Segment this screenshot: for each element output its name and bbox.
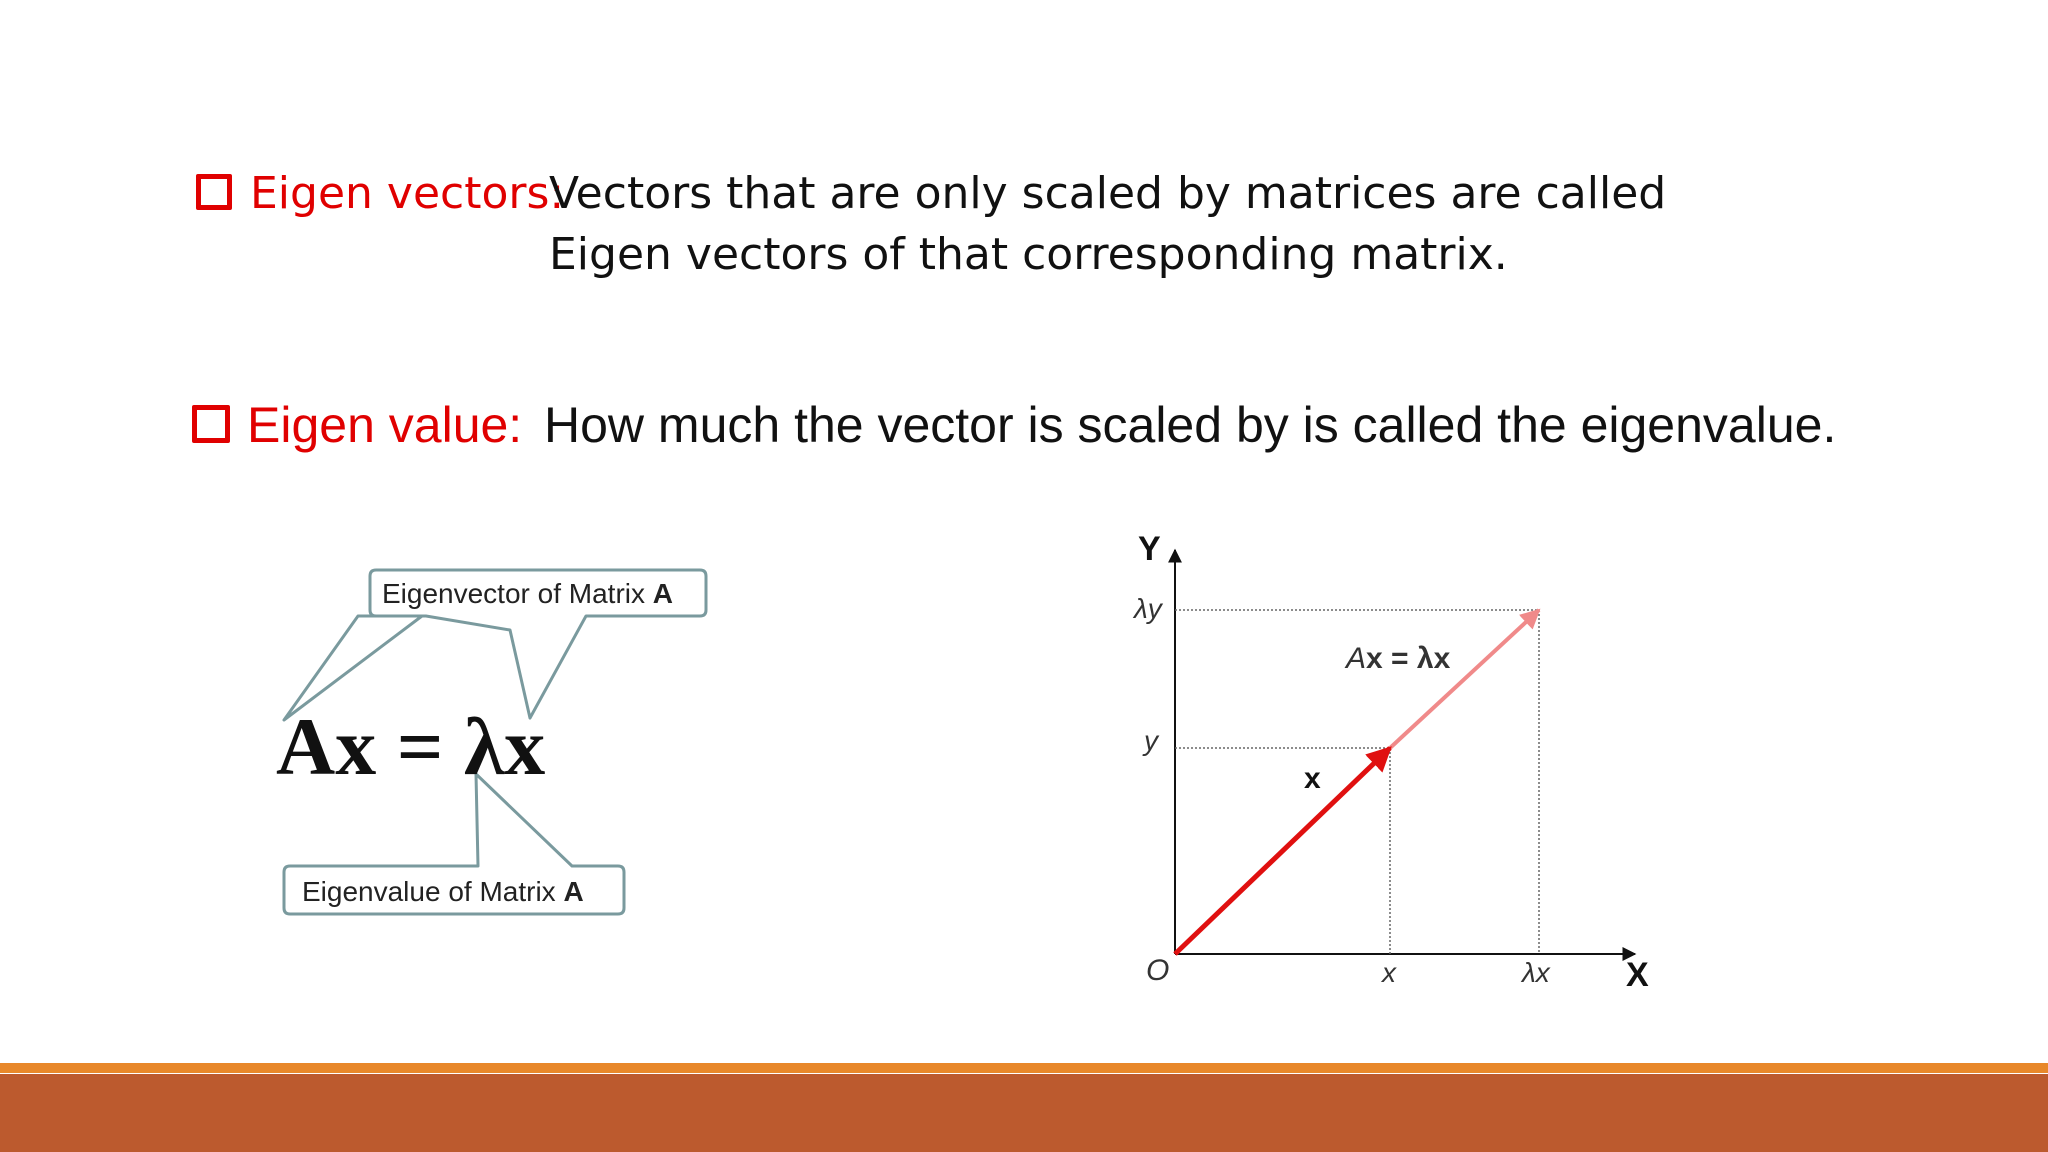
bullet-definition: How much the vector is scaled by is called the eigenvalue. (544, 397, 1837, 453)
tick-lambda-y-label: λy (1134, 593, 1162, 624)
tick-y-label: y (1144, 725, 1158, 756)
vector-scaling-diagram (1120, 530, 1680, 1000)
vector-x-arrow (1175, 748, 1390, 954)
eigenvalue-callout-label: Eigenvalue of Matrix A (302, 876, 584, 907)
tick-lambda-x-label: λx (1522, 957, 1550, 988)
eigen-equation: Ax = λx (276, 701, 546, 792)
bullet-definition-line1: Vectors that are only scaled by matrices are called (549, 168, 1667, 219)
y-axis-label: Y (1138, 530, 1161, 568)
bullet-definition-line2: Eigen vectors of that corresponding matrix. (549, 229, 1508, 280)
bullet-term: Eigen vectors: (250, 168, 565, 219)
scaled-vector-label: Ax = λx (1346, 642, 1451, 675)
checkbox-bullet-icon (196, 174, 232, 210)
bullet-term: Eigen value: (247, 397, 523, 453)
eigenvector-callout-label: Eigenvector of Matrix A (382, 578, 674, 609)
equation-callout-diagram (260, 560, 740, 940)
checkbox-bullet-icon (192, 405, 230, 443)
footer-accent-line (0, 1063, 2048, 1073)
footer-band (0, 1074, 2048, 1152)
scaled-vector-arrow (1390, 610, 1539, 748)
x-axis-label: X (1626, 956, 1649, 994)
vector-x-label: x (1304, 762, 1321, 795)
origin-label: O (1146, 954, 1170, 987)
tick-x-label: x (1382, 957, 1396, 988)
